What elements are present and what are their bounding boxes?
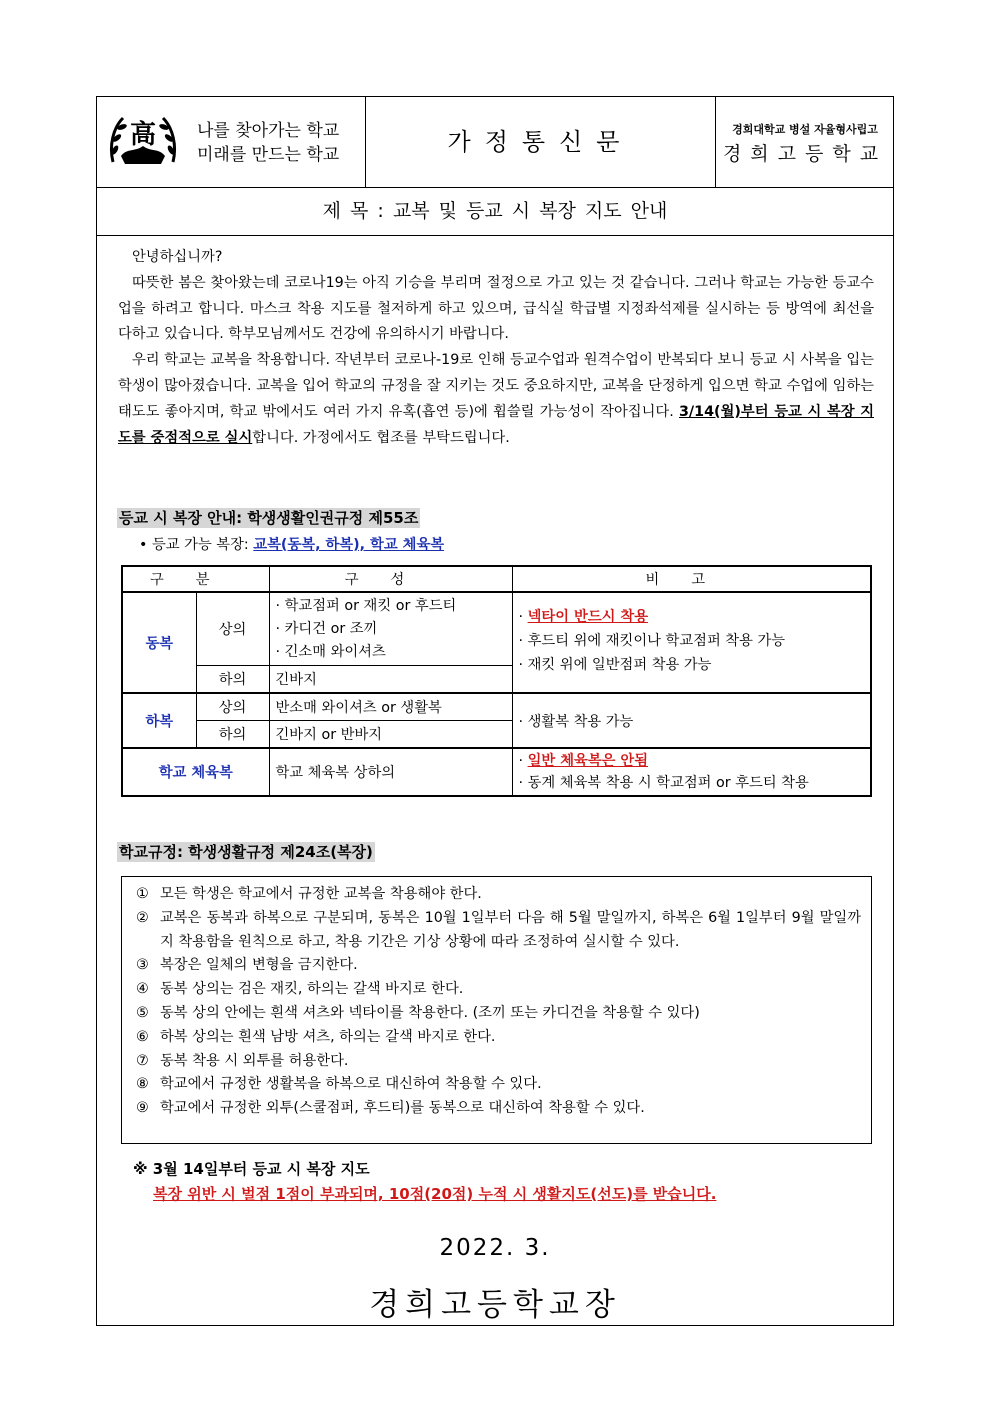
letter-subject: 제 목 : 교복 및 등교 시 복장 지도 안내 (97, 187, 893, 236)
motto-line-1: 나를 찾아가는 학교 (197, 121, 340, 141)
rule-text: 복장은 일체의 변형을 금지한다. (160, 957, 358, 974)
note-line-2: 복장 위반 시 벌점 1점이 부과되며, 10점(20점) 누적 시 생활지도(선도)를 받습니다. (153, 1185, 717, 1203)
body-paragraph-1: 따뜻한 봄은 찾아왔는데 코로나19는 아직 기승을 부리며 절정으로 가고 있는 것 같습니다. 그러나 학교는 가능한 등교수업을 하려고 합니다. 마스크 착용 지도를 철저하게 하고 있으며, 급식실 학급별 지정좌석제를 실시하는 등 방역에 최선을 다하고 있습니다. 학부모님께서도 건강에 유의하시기 바랍니다. (118, 274, 874, 343)
winter-top-items: · 학교점퍼 or 재킷 or 후드티 · 카디건 or 조끼 · 긴소매 와이셔츠 (269, 592, 512, 666)
dress-guidance-note (133, 1157, 716, 1207)
winter-uniform-label: 동복 (122, 592, 196, 693)
winter-bottom-item: 긴바지 (269, 666, 512, 694)
svg-text:高: 高 (129, 120, 157, 150)
rule-item (136, 883, 861, 907)
winter-bottom-label: 하의 (196, 666, 269, 694)
summer-bottom-item: 긴바지 or 반바지 (269, 721, 512, 749)
table-row (122, 748, 871, 796)
key-notice: 3/14(월)부터 등교 시 복장 지도를 중점적으로 실시 (118, 403, 875, 446)
header-divider (715, 97, 716, 187)
rule-item (136, 1002, 861, 1026)
header-remarks: 비고 (512, 566, 871, 592)
rule-text: 동복 상의 안에는 흰색 셔츠와 넥타이를 착용한다. (조끼 또는 카디건을 착용할 수 있다) (160, 1004, 700, 1021)
rule-number: ⑥ (136, 1028, 149, 1045)
header-composition: 구성 (269, 566, 512, 592)
note-line-1: ※ 3월 14일부터 등교 시 복장 지도 (133, 1160, 370, 1178)
rule-text: 동복 상의는 검은 재킷, 하의는 갈색 바지로 한다. (160, 981, 464, 998)
pe-uniform-label: 학교 체육복 (122, 748, 269, 796)
rule-number: ⑦ (136, 1052, 149, 1069)
rule-item (136, 1050, 861, 1074)
rule-item (136, 907, 861, 955)
rule-text: 모든 학생은 학교에서 규정한 교복을 착용해야 한다. (160, 886, 482, 902)
rules-section-heading: 학교규정: 학생생활규정 제24조(복장) (119, 843, 373, 861)
principal-signature: 경희고등학교장 (369, 1287, 621, 1323)
rule-item (136, 1073, 861, 1097)
summer-top-label: 상의 (196, 693, 269, 721)
summer-top-item: 반소매 와이셔츠 or 생활복 (269, 693, 512, 721)
table-row (122, 693, 871, 721)
rule-text: 교복은 동복과 하복으로 구분되며, 동복은 10월 1일부터 다음 해 5월 말일까지, 하복은 6월 1일부터 9월 말일까지 착용함을 원칙으로 하고, 착용 기간은 기상 상황에 따라 조정하여 실시할 수 있다. (160, 909, 861, 950)
letter-page (96, 96, 894, 1326)
rule-text: 하복 상의는 흰색 남방 셔츠, 하의는 갈색 바지로 한다. (160, 1028, 496, 1045)
winter-notes: · 넥타이 반드시 착용 · 후드티 위에 재킷이나 학교점퍼 착용 가능 · 재킷 위에 일반점퍼 착용 가능 (512, 592, 871, 693)
rule-item (136, 1026, 861, 1050)
pe-uniform-item: 학교 체육복 상하의 (269, 748, 512, 796)
school-mottos (197, 119, 339, 167)
body-paragraph-2: 우리 학교는 교복을 착용합니다. 작년부터 코로나-19로 인해 등교수업과 원격수업이 반복되다 보니 등교 시 사복을 입는 학생이 많아졌습니다. 교복을 입어 학교의 규정을 잘 지키는 것도 중요하지만, 교복을 단정하게 입으면 학교 수업에 임하는 태도도 좋아지며, 학교 밖에서도 여러 가지 유혹(흡연 등)에 휩쓸릴 가능성이 작아집니다. 3/14(월)부터 등교 시 복장 지도를 중점적으로 실시합니다. 가정에서도 협조를 부탁드립니다. (118, 352, 875, 446)
summer-notes: · 생활복 착용 가능 (512, 693, 871, 748)
school-subtitle: 경희대학교 병설 자율형사립고 (732, 123, 878, 136)
rule-number: ⑨ (136, 1100, 149, 1117)
table-row (122, 592, 871, 666)
greeting: 안녕하십니까? (132, 249, 223, 265)
letter-body (118, 245, 874, 451)
pe-notes: · 일반 체육복은 안됨 · 동계 체육복 착용 시 학교점퍼 or 후드티 착용 (512, 748, 871, 796)
rule-text: 학교에서 규정한 생활복을 하복으로 대신하여 착용할 수 있다. (160, 1076, 542, 1093)
rule-text: 동복 착용 시 외투를 허용한다. (160, 1052, 349, 1069)
motto-line-2: 미래를 만드는 학교 (197, 145, 340, 165)
rules-box (121, 876, 872, 1144)
rule-text: 학교에서 규정한 외투(스쿨점퍼, 후드티)를 동복으로 대신하여 착용할 수 있다. (160, 1100, 645, 1117)
header-category: 구분 (122, 566, 269, 592)
letter-header (97, 97, 893, 188)
rule-number: ⑤ (136, 1004, 149, 1021)
rule-number: ② (136, 909, 149, 926)
winter-top-label: 상의 (196, 592, 269, 666)
dress-code-table (121, 565, 872, 797)
letter-date: 2022. 3. (439, 1235, 551, 1261)
table-header-row (122, 566, 871, 592)
summer-uniform-label: 하복 (122, 693, 196, 748)
rule-item (136, 1097, 861, 1121)
rule-number: ④ (136, 981, 149, 998)
dress-section-heading: 등교 시 복장 안내: 학생생활인권규정 제55조 (119, 509, 419, 527)
school-emblem (107, 110, 179, 172)
rule-number: ① (136, 886, 149, 902)
school-name: 경희고등학교 (722, 143, 888, 165)
allowed-attire: • 등교 가능 복장: 교복(동복, 하복), 학교 체육복 (139, 537, 445, 553)
document-title: 가정통신문 (447, 128, 634, 156)
rule-item (136, 954, 861, 978)
summer-bottom-label: 하의 (196, 721, 269, 749)
rule-item (136, 978, 861, 1002)
rule-number: ⑧ (136, 1076, 149, 1093)
rule-number: ③ (136, 957, 149, 974)
